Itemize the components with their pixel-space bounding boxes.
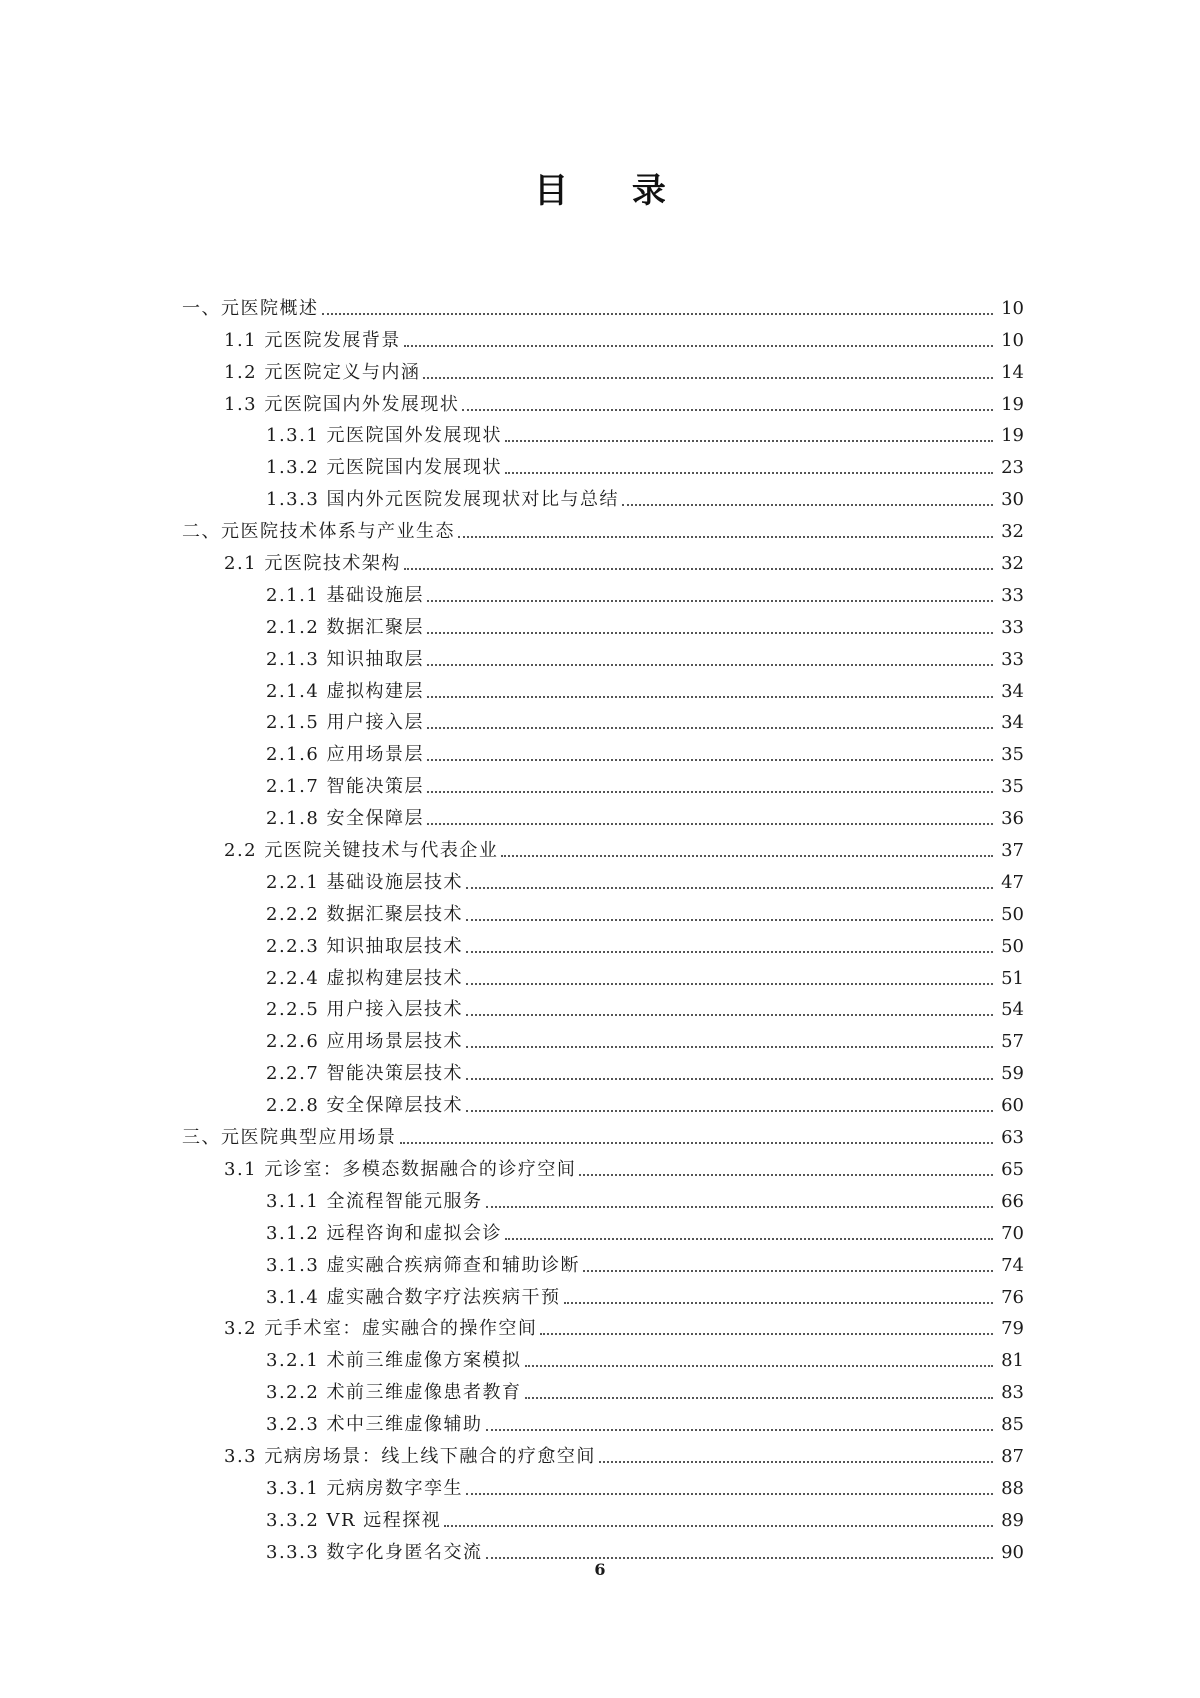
toc-entry-title: 3.2.3 术中三维虚像辅助 bbox=[266, 1414, 483, 1436]
dot-leader bbox=[579, 1174, 993, 1176]
dot-leader bbox=[427, 696, 993, 698]
toc-entry-page: 88 bbox=[1001, 1477, 1024, 1499]
toc-entry[interactable] bbox=[182, 543, 1024, 575]
toc-entry-title: 3.3.1 元病房数字孪生 bbox=[266, 1477, 464, 1499]
toc-entry-page: 83 bbox=[1001, 1382, 1024, 1404]
toc-entry-page: 47 bbox=[1001, 871, 1024, 893]
toc-entry[interactable] bbox=[182, 1404, 1024, 1436]
toc-entry-title: 2.1.8 安全保障层 bbox=[266, 808, 425, 830]
toc-entry[interactable] bbox=[182, 766, 1024, 798]
toc-entry-page: 60 bbox=[1001, 1095, 1024, 1117]
toc-entry-page: 85 bbox=[1001, 1414, 1024, 1436]
toc-entry[interactable] bbox=[182, 1053, 1024, 1085]
toc-entry-page: 50 bbox=[1001, 935, 1024, 957]
table-of-contents bbox=[182, 288, 1024, 1564]
toc-entry-page: 54 bbox=[1001, 999, 1024, 1021]
toc-entry-title: 三、元医院典型应用场景 bbox=[182, 1127, 397, 1149]
toc-entry[interactable] bbox=[182, 703, 1024, 735]
toc-entry[interactable] bbox=[182, 990, 1024, 1022]
toc-entry-page: 32 bbox=[1001, 521, 1024, 543]
dot-leader bbox=[404, 568, 993, 570]
dot-leader bbox=[466, 1493, 993, 1495]
toc-entry[interactable] bbox=[182, 1436, 1024, 1468]
toc-entry[interactable] bbox=[182, 1277, 1024, 1309]
toc-entry[interactable] bbox=[182, 798, 1024, 830]
toc-entry-page: 37 bbox=[1001, 840, 1024, 862]
toc-entry-page: 10 bbox=[1001, 329, 1024, 351]
toc-entry-title: 1.3 元医院国内外发展现状 bbox=[224, 393, 460, 415]
toc-entry-page: 89 bbox=[1001, 1509, 1024, 1531]
dot-leader bbox=[404, 345, 993, 347]
toc-entry-page: 79 bbox=[1001, 1318, 1024, 1340]
toc-entry-title: 2.2.7 智能决策层技术 bbox=[266, 1063, 464, 1085]
toc-entry-page: 50 bbox=[1001, 903, 1024, 925]
toc-entry-title: 2.2 元医院关键技术与代表企业 bbox=[224, 840, 499, 862]
toc-entry-page: 87 bbox=[1001, 1445, 1024, 1467]
toc-entry-page: 23 bbox=[1001, 457, 1024, 479]
toc-entry-page: 19 bbox=[1001, 425, 1024, 447]
toc-entry[interactable] bbox=[182, 958, 1024, 990]
toc-entry[interactable] bbox=[182, 862, 1024, 894]
toc-entry-title: 3.2.2 术前三维虚像患者教育 bbox=[266, 1382, 522, 1404]
toc-entry-page: 35 bbox=[1001, 744, 1024, 766]
dot-leader bbox=[525, 1397, 993, 1399]
toc-entry-title: 2.1.6 应用场景层 bbox=[266, 744, 425, 766]
dot-leader bbox=[427, 600, 993, 602]
toc-entry-page: 35 bbox=[1001, 776, 1024, 798]
toc-entry-title: 1.3.2 元医院国内发展现状 bbox=[266, 457, 503, 479]
toc-entry[interactable] bbox=[182, 384, 1024, 416]
dot-leader bbox=[466, 1078, 993, 1080]
toc-entry-title: 2.2.5 用户接入层技术 bbox=[266, 999, 464, 1021]
dot-leader bbox=[466, 887, 993, 889]
toc-entry-title: 3.1.3 虚实融合疾病筛查和辅助诊断 bbox=[266, 1254, 581, 1276]
toc-entry[interactable] bbox=[182, 671, 1024, 703]
toc-entry-title: 3.2 元手术室：虚实融合的操作空间 bbox=[224, 1318, 538, 1340]
toc-entry-page: 34 bbox=[1001, 712, 1024, 734]
toc-entry[interactable] bbox=[182, 575, 1024, 607]
toc-entry-page: 59 bbox=[1001, 1063, 1024, 1085]
toc-entry-title: 2.2.3 知识抽取层技术 bbox=[266, 935, 464, 957]
toc-entry[interactable] bbox=[182, 1085, 1024, 1117]
toc-entry-page: 57 bbox=[1001, 1031, 1024, 1053]
toc-entry[interactable] bbox=[182, 1468, 1024, 1500]
toc-entry-title: 2.2.2 数据汇聚层技术 bbox=[266, 903, 464, 925]
toc-entry[interactable] bbox=[182, 1532, 1024, 1564]
toc-entry-page: 66 bbox=[1001, 1190, 1024, 1212]
toc-entry-title: 2.2.4 虚拟构建层技术 bbox=[266, 967, 464, 989]
toc-entry[interactable] bbox=[182, 1213, 1024, 1245]
toc-entry-page: 81 bbox=[1001, 1350, 1024, 1372]
dot-leader bbox=[427, 727, 993, 729]
toc-entry[interactable] bbox=[182, 1340, 1024, 1372]
toc-entry-title: 1.3.3 国内外元医院发展现状对比与总结 bbox=[266, 489, 620, 511]
toc-entry-title: 3.1.2 远程咨询和虚拟会诊 bbox=[266, 1222, 503, 1244]
toc-entry-page: 19 bbox=[1001, 393, 1024, 415]
dot-leader bbox=[466, 919, 993, 921]
toc-entry-page: 34 bbox=[1001, 680, 1024, 702]
toc-entry-page: 90 bbox=[1001, 1541, 1024, 1563]
toc-entry[interactable] bbox=[182, 926, 1024, 958]
toc-entry[interactable] bbox=[182, 1500, 1024, 1532]
dot-leader bbox=[505, 472, 993, 474]
dot-leader bbox=[427, 664, 993, 666]
toc-entry[interactable] bbox=[182, 639, 1024, 671]
toc-entry-title: 1.1 元医院发展背景 bbox=[224, 329, 401, 351]
toc-entry-title: 3.3.2 VR 远程探视 bbox=[266, 1509, 442, 1531]
toc-entry-title: 3.2.1 术前三维虚像方案模拟 bbox=[266, 1350, 522, 1372]
toc-entry-title: 2.1.4 虚拟构建层 bbox=[266, 680, 425, 702]
toc-entry-page: 10 bbox=[1001, 297, 1024, 319]
toc-entry-page: 51 bbox=[1001, 967, 1024, 989]
toc-entry[interactable] bbox=[182, 734, 1024, 766]
toc-entry[interactable] bbox=[182, 894, 1024, 926]
dot-leader bbox=[466, 951, 993, 953]
toc-entry-title: 2.1.1 基础设施层 bbox=[266, 584, 425, 606]
dot-leader bbox=[322, 313, 994, 315]
toc-entry[interactable] bbox=[182, 607, 1024, 639]
toc-entry-page: 33 bbox=[1001, 648, 1024, 670]
dot-leader bbox=[427, 791, 993, 793]
toc-entry-page: 30 bbox=[1001, 489, 1024, 511]
toc-entry-page: 74 bbox=[1001, 1254, 1024, 1276]
toc-entry-title: 2.1.7 智能决策层 bbox=[266, 776, 425, 798]
dot-leader bbox=[505, 1238, 993, 1240]
toc-entry-title: 3.3.3 数字化身匿名交流 bbox=[266, 1541, 483, 1563]
dot-leader bbox=[400, 1142, 994, 1144]
dot-leader bbox=[486, 1557, 993, 1559]
dot-leader bbox=[486, 1429, 993, 1431]
toc-entry-title: 1.2 元医院定义与内涵 bbox=[224, 361, 421, 383]
toc-entry-page: 63 bbox=[1001, 1127, 1024, 1149]
toc-entry[interactable] bbox=[182, 1372, 1024, 1404]
dot-leader bbox=[466, 1110, 993, 1112]
toc-entry-page: 70 bbox=[1001, 1222, 1024, 1244]
toc-entry-title: 2.1.5 用户接入层 bbox=[266, 712, 425, 734]
dot-leader bbox=[466, 983, 993, 985]
toc-entry[interactable] bbox=[182, 1021, 1024, 1053]
toc-entry[interactable] bbox=[182, 1149, 1024, 1181]
toc-entry-title: 1.3.1 元医院国外发展现状 bbox=[266, 425, 503, 447]
toc-entry-page: 32 bbox=[1001, 553, 1024, 575]
dot-leader bbox=[525, 1365, 993, 1367]
toc-entry-title: 3.1 元诊室：多模态数据融合的诊疗空间 bbox=[224, 1158, 577, 1180]
dot-leader bbox=[622, 504, 993, 506]
dot-leader bbox=[540, 1333, 993, 1335]
dot-leader bbox=[599, 1461, 993, 1463]
toc-entry[interactable] bbox=[182, 1245, 1024, 1277]
toc-entry-title: 3.3 元病房场景：线上线下融合的疗愈空间 bbox=[224, 1445, 596, 1467]
toc-entry-title: 2.1.3 知识抽取层 bbox=[266, 648, 425, 670]
dot-leader bbox=[423, 377, 993, 379]
toc-entry-page: 36 bbox=[1001, 808, 1024, 830]
dot-leader bbox=[505, 440, 993, 442]
toc-entry[interactable] bbox=[182, 1181, 1024, 1213]
dot-leader bbox=[583, 1270, 993, 1272]
toc-entry-title: 2.1.2 数据汇聚层 bbox=[266, 616, 425, 638]
toc-entry[interactable] bbox=[182, 830, 1024, 862]
toc-entry[interactable] bbox=[182, 511, 1024, 543]
toc-entry-page: 33 bbox=[1001, 616, 1024, 638]
toc-entry[interactable] bbox=[182, 479, 1024, 511]
toc-title: 目 录 bbox=[534, 171, 692, 211]
dot-leader bbox=[458, 536, 993, 538]
toc-entry[interactable] bbox=[182, 1309, 1024, 1341]
dot-leader bbox=[466, 1046, 993, 1048]
toc-entry[interactable] bbox=[182, 447, 1024, 479]
toc-entry-page: 33 bbox=[1001, 584, 1024, 606]
toc-entry[interactable] bbox=[182, 352, 1024, 384]
toc-entry-page: 14 bbox=[1001, 361, 1024, 383]
dot-leader bbox=[564, 1302, 993, 1304]
toc-entry-title: 2.2.6 应用场景层技术 bbox=[266, 1031, 464, 1053]
dot-leader bbox=[444, 1525, 993, 1527]
dot-leader bbox=[427, 823, 993, 825]
toc-entry-title: 2.2.8 安全保障层技术 bbox=[266, 1095, 464, 1117]
toc-entry[interactable] bbox=[182, 1117, 1024, 1149]
dot-leader bbox=[462, 409, 993, 411]
toc-entry-title: 二、元医院技术体系与产业生态 bbox=[182, 521, 455, 543]
page-number: 6 bbox=[594, 1560, 606, 1579]
toc-entry-title: 3.1.1 全流程智能元服务 bbox=[266, 1190, 483, 1212]
toc-entry-page: 76 bbox=[1001, 1286, 1024, 1308]
dot-leader bbox=[486, 1206, 993, 1208]
toc-entry[interactable] bbox=[182, 416, 1024, 448]
toc-entry[interactable] bbox=[182, 288, 1024, 320]
dot-leader bbox=[501, 855, 993, 857]
dot-leader bbox=[427, 759, 993, 761]
toc-entry-title: 2.1 元医院技术架构 bbox=[224, 553, 401, 575]
toc-entry-page: 65 bbox=[1001, 1158, 1024, 1180]
toc-entry-title: 3.1.4 虚实融合数字疗法疾病干预 bbox=[266, 1286, 561, 1308]
toc-entry-title: 一、元医院概述 bbox=[182, 297, 319, 319]
toc-entry[interactable] bbox=[182, 320, 1024, 352]
toc-entry-title: 2.2.1 基础设施层技术 bbox=[266, 871, 464, 893]
dot-leader bbox=[427, 632, 993, 634]
dot-leader bbox=[466, 1014, 993, 1016]
